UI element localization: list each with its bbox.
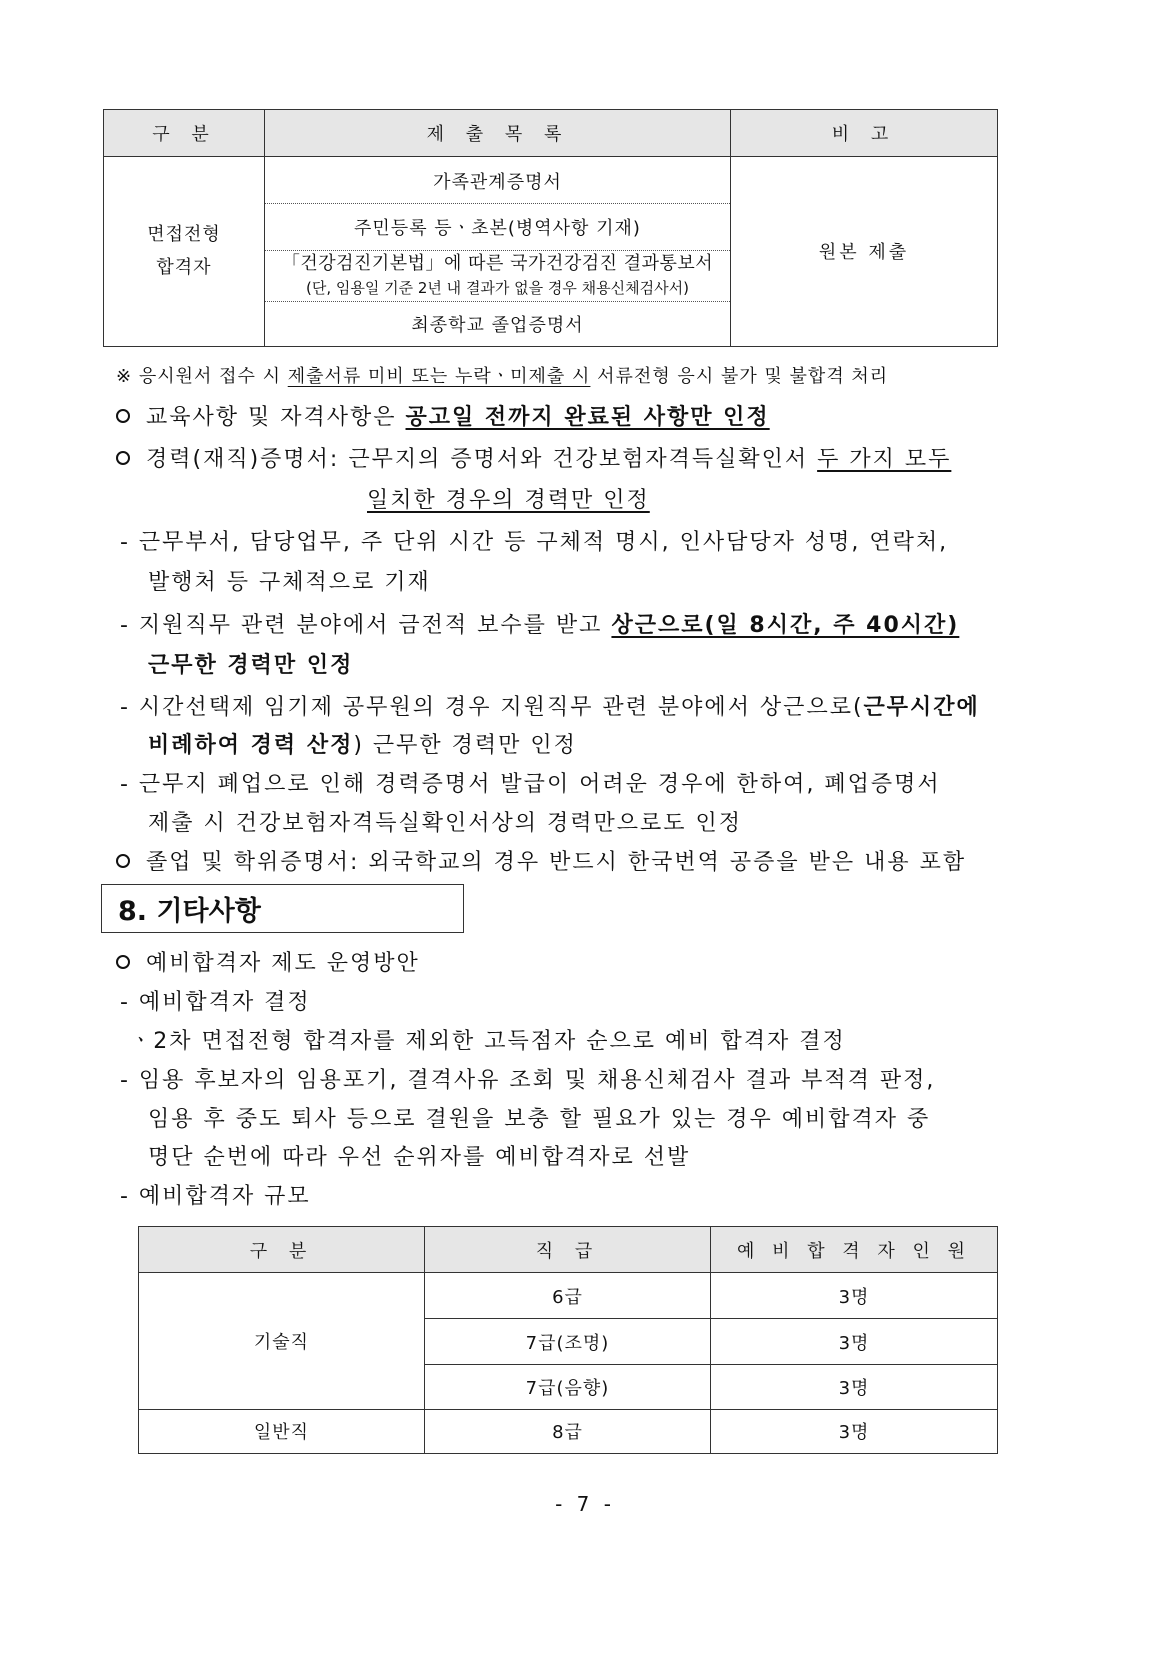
health-check-text: 「건강검진기본법」에 따른 국가건강검진 결과통보서 (281, 253, 714, 274)
category-cell: 기술직 (253, 1331, 310, 1353)
header-reserve-count: 예 비 합 격 자 인 원 (736, 1240, 972, 1262)
dash-reserve-selection-continued: 임용 후 중도 퇴사 등으로 결원을 보충 할 필요가 있는 경우 예비합격자 중 (148, 1107, 931, 1132)
category-cell (104, 157, 264, 345)
dash-item-details: - 근무부서, 담당업무, 주 단위 시간 등 구체적 명시, 인사담당자 성명, 연락처, (120, 530, 949, 555)
item-graduation-certificate: 졸업 및 학위증명서: 외국학교의 경우 반드시 한국번역 공증을 받은 내용 포함 (116, 845, 966, 876)
note-underlined: 제출서류 미비 또는 누락ㆍ미제출 시 (287, 366, 591, 387)
dash-item-closure: - 근무지 폐업으로 인해 경력증명서 발급이 어려운 경우에 한하여, 폐업증명서 (120, 772, 941, 797)
header-remarks: 비 고 (831, 124, 897, 145)
section-title-8: 8. 기타사항 (101, 884, 464, 933)
count-cell: 3명 (838, 1378, 870, 1399)
dot-reserve-criteria: ㆍ2차 면접전형 합격자를 제외한 고득점자 순으로 예비 합격자 결정 (130, 1029, 846, 1054)
item-education-qualification: 교육사항 및 자격사항은 공고일 전까지 완료된 사항만 인정 (116, 400, 770, 431)
reference-mark-icon: ※ (116, 366, 133, 387)
submission-documents-table (103, 109, 998, 347)
career-certificate-continued: 일치한 경우의 경력만 인정 (367, 488, 650, 513)
circle-bullet-icon (116, 955, 130, 969)
remark-cell: 원본 제출 (818, 242, 910, 263)
emphasis-underlined: 상근으로(일 8시간, 주 40시간) (611, 613, 960, 638)
emphasis-underlined: 공고일 전까지 완료된 사항만 인정 (405, 405, 770, 430)
dash-item-closure-continued: 제출 시 건강보험자격득실확인서상의 경력만으로도 인정 (148, 811, 743, 836)
item-reserve-system: 예비합격자 제도 운영방안 (116, 946, 420, 977)
category-line-1: 면접전형 (147, 224, 221, 245)
page-number: - 7 - (555, 1492, 615, 1516)
emphasis-bold: 비례하여 경력 산정 (148, 733, 354, 758)
category-line-2: 합격자 (156, 257, 212, 278)
dash-reserve-selection: - 임용 후보자의 임용포기, 결격사유 조회 및 채용신체검사 결과 부적격 판정, (120, 1068, 936, 1093)
dash-reserve-selection-continued: 명단 순번에 따라 우선 순위자를 예비합격자로 선발 (148, 1145, 691, 1170)
circle-bullet-icon (116, 409, 130, 423)
category-cell: 일반직 (253, 1422, 310, 1443)
count-cell: 3명 (838, 1286, 870, 1308)
grade-cell: 7급(조명) (525, 1332, 610, 1354)
item-career-certificate: 경력(재직)증명서: 근무지의 증명서와 건강보험자격득실확인서 두 가지 모두 (116, 442, 951, 473)
circle-bullet-icon (116, 854, 130, 868)
underlined-text: 두 가지 모두 (817, 447, 952, 472)
dash-item-parttime-continued: 비례하여 경력 산정) 근무한 경력만 인정 (148, 733, 577, 758)
document-item: 주민등록 등ㆍ초본(병역사항 기재) (354, 218, 641, 239)
count-cell: 3명 (838, 1332, 870, 1354)
dash-reserve-scale: - 예비합격자 규모 (120, 1184, 311, 1209)
header-documents: 제 출 목 록 (426, 124, 570, 145)
note-missing-documents: ※ 응시원서 접수 시 제출서류 미비 또는 누락ㆍ미제출 시 서류전형 응시 불가 및 불합격 처리 (116, 366, 889, 387)
reserve-scale-table (138, 1226, 998, 1454)
grade-cell: 8급 (552, 1422, 583, 1443)
table-header-row (139, 1227, 997, 1273)
document-item: 가족관계증명서 (433, 171, 562, 193)
grade-cell: 7급(음향) (525, 1378, 610, 1399)
document-item: 최종학교 졸업증명서 (411, 314, 584, 336)
header-category: 구 분 (152, 124, 217, 145)
emphasis-bold: 근무시간에 (863, 695, 980, 720)
health-check-note: (단, 임용일 기준 2년 내 결과가 없을 경우 채용신체검사서) (306, 279, 689, 297)
dash-item-fulltime: - 지원직무 관련 분야에서 금전적 보수를 받고 상근으로(일 8시간, 주 40시간) (120, 613, 960, 638)
document-item-health-check (265, 251, 730, 301)
dash-item-parttime: - 시간선택제 임기제 공무원의 경우 지원직무 관련 분야에서 상근으로(근무시간에 (120, 695, 980, 720)
dash-item-fulltime-continued: 근무한 경력만 인정 (148, 653, 354, 678)
dash-reserve-decision: - 예비합격자 결정 (120, 990, 311, 1015)
count-cell: 3명 (838, 1422, 870, 1443)
header-category: 구 분 (249, 1240, 315, 1262)
dash-item-details-continued: 발행처 등 구체적으로 기재 (148, 570, 431, 595)
header-grade: 직 급 (535, 1240, 601, 1262)
circle-bullet-icon (116, 451, 130, 465)
grade-cell: 6급 (552, 1286, 583, 1308)
table-header-row (104, 110, 997, 157)
